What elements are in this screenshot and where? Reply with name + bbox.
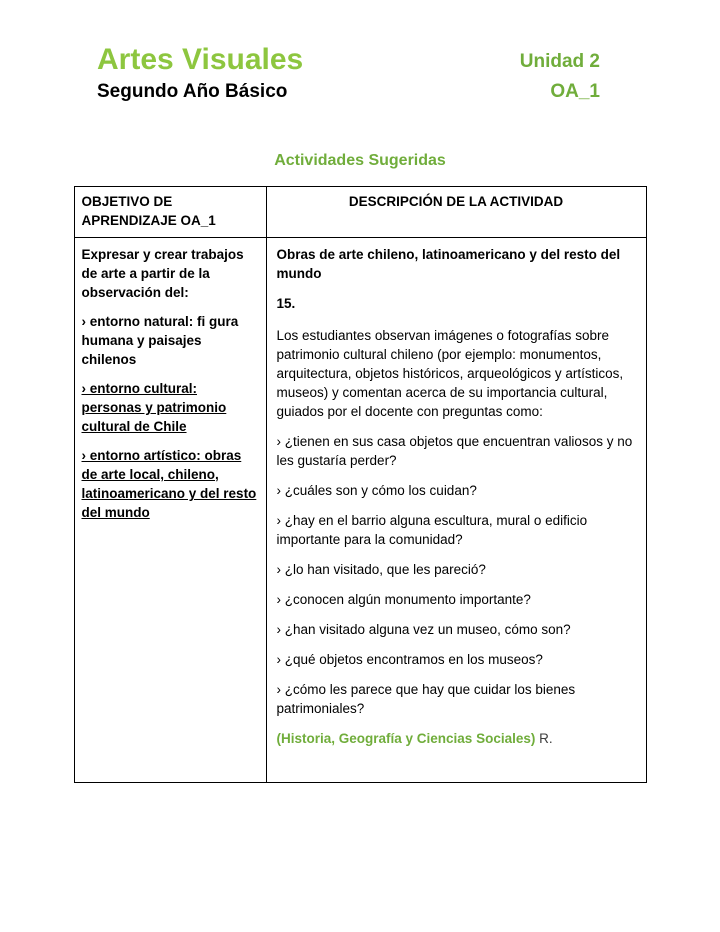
activity-question: › ¿cuáles son y cómo los cuidan? <box>276 483 477 498</box>
header-left <box>97 42 303 104</box>
activity-question: › ¿cómo les parece que hay que cuidar los bienes patrimoniales? <box>276 682 576 716</box>
objective-item-cultural: › entorno cultural: personas y patrimonio cultural de Chile <box>81 381 227 434</box>
table-header-row <box>74 187 646 238</box>
objective-cell <box>74 238 266 783</box>
activity-title: Obras de arte chileno, latinoamericano y del resto del mundo <box>276 247 621 281</box>
table-body-row <box>74 238 646 783</box>
activity-question: › ¿hay en el barrio alguna escultura, mural o edificio importante para la comunidad? <box>276 513 588 547</box>
unit-label: Unidad 2 <box>519 51 600 72</box>
objective-item-natural: › entorno natural: fi gura humana y paisajes chilenos <box>81 314 239 367</box>
activity-question: › ¿han visitado alguna vez un museo, cómo son? <box>276 622 571 637</box>
document-header <box>0 42 720 104</box>
section-heading: Actividades Sugeridas <box>274 152 446 169</box>
description-cell <box>266 238 646 783</box>
oa-code-label: OA_1 <box>550 81 600 102</box>
activity-question: › ¿qué objetos encontramos en los museos? <box>276 652 543 667</box>
header-right <box>520 49 600 104</box>
document-title: Artes Visuales <box>97 43 304 76</box>
activity-question: › ¿tienen en sus casa objetos que encuentran valiosos y no les gustaría perder? <box>276 434 633 468</box>
objective-intro: Expresar y crear trabajos de arte a partir de la observación del: <box>81 247 244 300</box>
activity-intro: Los estudiantes observan imágenes o fotografías sobre patrimonio cultural chileno (por ejemplo: monumentos, arquitectura, objetos históricos, arqueológicos y artísticos, museos) y comentan acerca de su importancia cultural, guiados por el docente con preguntas como: <box>276 328 624 419</box>
activity-table <box>74 186 647 783</box>
document-subtitle: Segundo Año Básico <box>97 81 288 102</box>
activity-question: › ¿conocen algún monumento importante? <box>276 592 531 607</box>
description-column-header: DESCRIPCIÓN DE LA ACTIVIDAD <box>266 187 646 238</box>
credit-suffix: R. <box>539 731 553 746</box>
activity-credit <box>277 729 634 748</box>
activity-question: › ¿lo han visitado, que les pareció? <box>276 562 486 577</box>
objective-item-artistico: › entorno artístico: obras de arte local, chileno, latinoamericano y del resto del mundo <box>81 448 257 520</box>
activity-number: 15. <box>276 296 296 311</box>
credit-subjects: (Historia, Geografía y Ciencias Sociales) <box>276 731 536 746</box>
objective-column-header: OBJETIVO DE APRENDIZAJE OA_1 <box>74 187 266 238</box>
